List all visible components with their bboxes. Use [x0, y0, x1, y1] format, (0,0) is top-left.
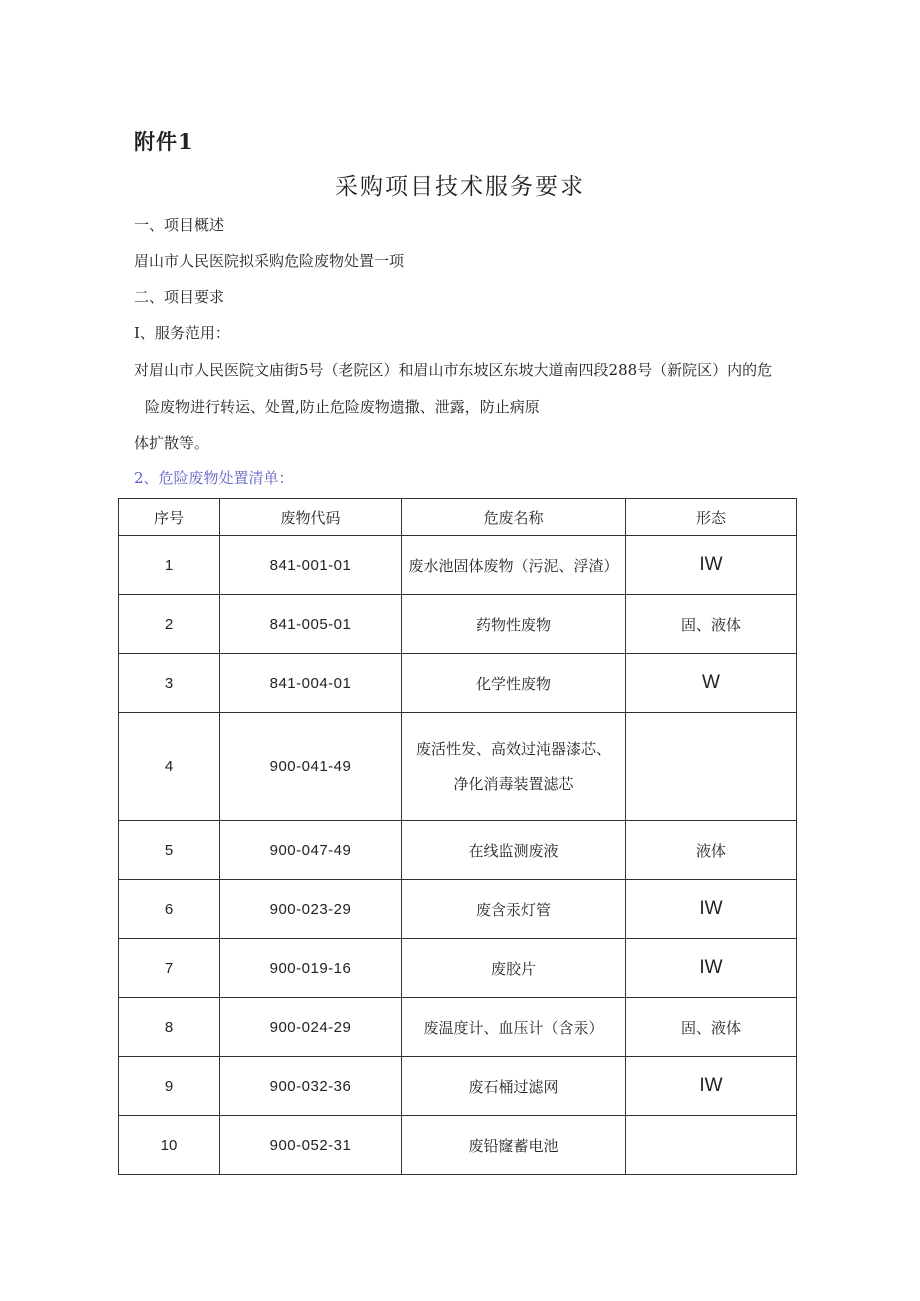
annex-label: 附件1 — [134, 129, 194, 154]
row-name: 废水池固体废物（污泥、浮渣） — [402, 536, 626, 595]
row-no: 3 — [119, 654, 220, 713]
row-form — [626, 713, 797, 821]
row-name-line1: 废活性发、高效过沌器漆芯、 — [415, 739, 611, 758]
row-no: 5 — [119, 821, 220, 880]
service-scope-heading: I、服务范用： — [134, 324, 230, 342]
service-scope-line2: 险废物进行转运、处置,防止危险废物遗撒、泄露，防止病原 — [145, 398, 540, 416]
row-name: 废石桶过滤网 — [402, 1057, 626, 1116]
section1-heading: 一、项目概述 — [134, 216, 225, 234]
row-name: 废胶片 — [402, 939, 626, 998]
waste-list-heading: 2、危险废物处置清单： — [134, 469, 294, 487]
row-form: 固、液体 — [626, 998, 797, 1057]
section1-text: 眉山市人民医院拟采购危险废物处置一项 — [134, 252, 405, 270]
row-form: IW — [626, 1057, 797, 1116]
row-name: 化学性废物 — [402, 654, 626, 713]
table-row — [119, 880, 797, 939]
row-code: 900-024-29 — [220, 998, 402, 1057]
row-name: 废含汞灯管 — [402, 880, 626, 939]
row-no: 4 — [119, 713, 220, 821]
table-row — [119, 821, 797, 880]
row-form: IW — [626, 536, 797, 595]
row-name: 废温度计、血压计（含汞） — [402, 998, 626, 1057]
service-scope-line1: 对眉山市人民医院文庙街5号（老院区）和眉山市东坡区东坡大道南四段288号（新院区）内的危 — [134, 361, 773, 379]
row-code: 841-001-01 — [220, 536, 402, 595]
row-no: 8 — [119, 998, 220, 1057]
header-waste-name: 危废名称 — [402, 499, 626, 536]
row-code: 841-004-01 — [220, 654, 402, 713]
row-form: 液体 — [626, 821, 797, 880]
header-serial-no: 序号 — [119, 499, 220, 536]
row-no: 1 — [119, 536, 220, 595]
row-no: 2 — [119, 595, 220, 654]
table-row — [119, 595, 797, 654]
table-row — [119, 536, 797, 595]
table-row — [119, 713, 797, 821]
table-row — [119, 1116, 797, 1175]
row-form — [626, 1116, 797, 1175]
row-code: 841-005-01 — [220, 595, 402, 654]
table-row — [119, 998, 797, 1057]
row-code: 900-041-49 — [220, 713, 402, 821]
row-code: 900-032-36 — [220, 1057, 402, 1116]
document-title: 采购项目技术服务要求 — [335, 174, 585, 200]
row-no: 7 — [119, 939, 220, 998]
table-header-row — [119, 499, 797, 536]
row-form: 固、液体 — [626, 595, 797, 654]
row-name: 废铅窿蓄电池 — [402, 1116, 626, 1175]
hazardous-waste-table — [118, 498, 797, 1175]
table-row — [119, 939, 797, 998]
header-waste-code: 废物代码 — [220, 499, 402, 536]
table-row — [119, 1057, 797, 1116]
row-code: 900-023-29 — [220, 880, 402, 939]
row-code: 900-019-16 — [220, 939, 402, 998]
row-form: IW — [626, 939, 797, 998]
row-no: 9 — [119, 1057, 220, 1116]
row-code: 900-052-31 — [220, 1116, 402, 1175]
header-form: 形态 — [626, 499, 797, 536]
service-scope-line3: 体扩散等。 — [134, 434, 210, 452]
row-form: IW — [626, 880, 797, 939]
table-row — [119, 654, 797, 713]
row-no: 10 — [119, 1116, 220, 1175]
row-form: W — [626, 654, 797, 713]
row-name-line2: 净化消毒装置滤芯 — [453, 774, 574, 793]
row-no: 6 — [119, 880, 220, 939]
row-name: 药物性废物 — [402, 595, 626, 654]
row-name — [402, 713, 626, 821]
row-name: 在线监测废液 — [402, 821, 626, 880]
row-code: 900-047-49 — [220, 821, 402, 880]
section2-heading: 二、项目要求 — [134, 288, 225, 306]
